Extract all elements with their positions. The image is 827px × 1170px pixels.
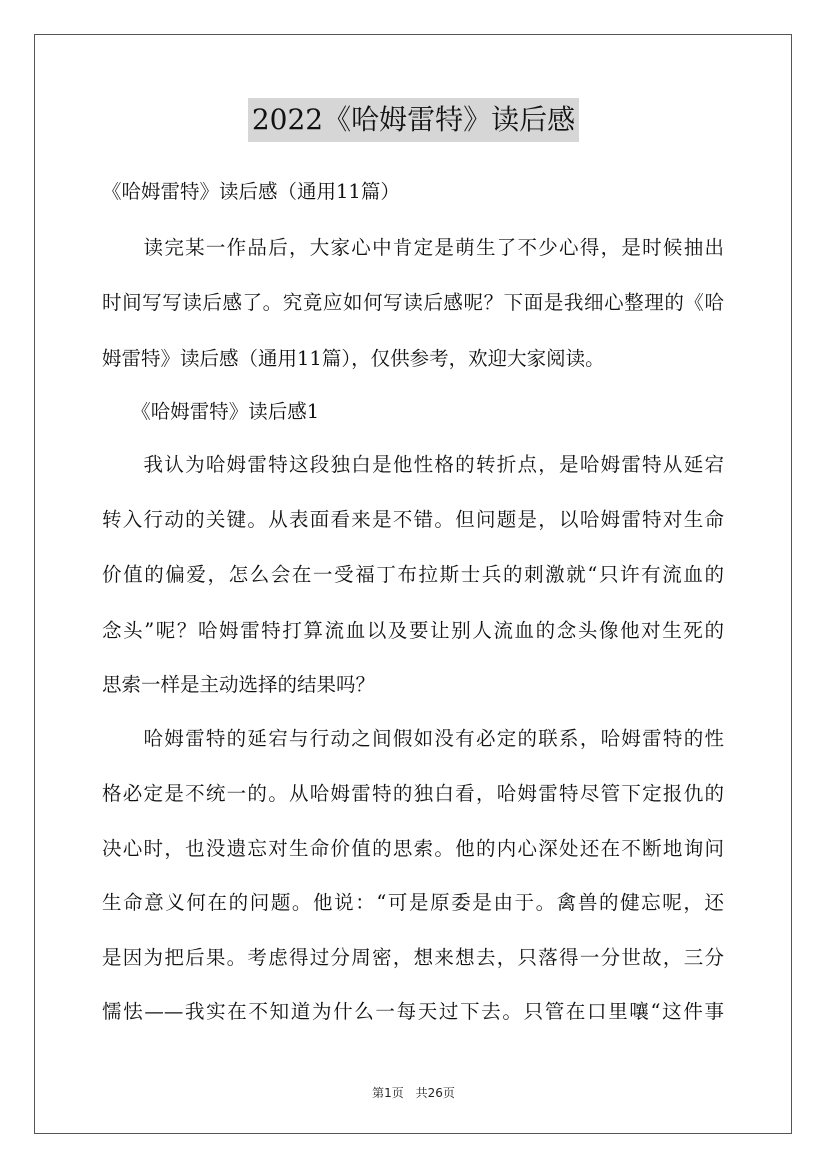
text-line: 生命意义何在的问题。他说：“可是原委是由于。禽兽的健忘呢，还 xyxy=(102,891,724,914)
page-footer xyxy=(0,1084,827,1101)
text-line: 格必定是不统一的。从哈姆雷特的独白看，哈姆雷特尽管下定报仇的 xyxy=(102,782,724,805)
section-heading: 《哈姆雷特》读后感1 xyxy=(102,400,320,423)
text-line: 《哈姆雷特》读后感（通用11篇） xyxy=(102,180,400,203)
page-number: 第1页 xyxy=(372,1086,404,1100)
text-line: 转入行动的关键。从表面看来是不错。但问题是，以哈姆雷特对生命 xyxy=(102,508,724,531)
text-line: 决心时，也没遗忘对生命价值的思索。他的内心深处还在不断地询问 xyxy=(102,837,724,860)
text-line: 姆雷特》读后感（通用11篇），仅供参考，欢迎大家阅读。 xyxy=(102,347,605,370)
text-line: 我认为哈姆雷特这段独白是他性格的转折点，是哈姆雷特从延宕 xyxy=(102,453,724,476)
text-line: 念头”呢？哈姆雷特打算流血以及要让别人流血的念头像他对生死的 xyxy=(102,619,724,642)
text-line: 懦怯——我实在不知道为什么一每天过下去。只管在口里嚷“这件事 xyxy=(102,1000,724,1023)
text-line: 思索一样是主动选择的结果吗？ xyxy=(102,673,376,696)
text-line: 哈姆雷特的延宕与行动之间假如没有必定的联系，哈姆雷特的性 xyxy=(102,727,724,750)
title-container xyxy=(0,98,827,142)
document-title: 2022《哈姆雷特》读后感 xyxy=(248,98,579,142)
page-total: 共26页 xyxy=(415,1086,455,1100)
text-line: 是因为把后果。考虑得过分周密，想来想去，只落得一分世故，三分 xyxy=(102,946,724,969)
text-line: 价值的偏爱，怎么会在一受福丁布拉斯士兵的刺激就“只许有流血的 xyxy=(102,563,724,586)
text-line: 时间写写读后感了。究竟应如何写读后感呢？下面是我细心整理的《哈 xyxy=(102,291,724,314)
text-line: 读完某一作品后，大家心中肯定是萌生了不少心得，是时候抽出 xyxy=(102,236,724,259)
